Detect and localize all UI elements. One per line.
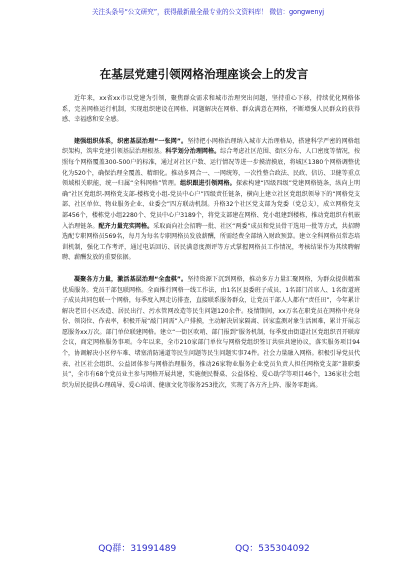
section-forces-heading: 凝聚各方力量，激活基层治理“全盘棋”。 — [74, 275, 188, 283]
qq-group: QQ群：31991489 — [98, 544, 177, 554]
organization-follow-text: 探索构建“四级四级”党建网格链条，纵向上明确“社区党组织-网格党支部-楼栋党小组-党员中心户”四级责任链条，横向上建立社区党组织领导下的“网格党支部、社区单位、物业服务企业、业委会”四方联动机制。升格32个社区党支部为党委（党总支），成立网格党支部456个，楼栋党小组2280个、党员中心户3189个，将党支部建在网格、党小组建到楼栋，推动党组织有机嵌入治理链条。 — [62, 180, 360, 230]
promo-banner: 关注头条号“公文研究”，获得最新最全最专业的公文资料库！ 微信：gongwenyj — [92, 8, 324, 16]
organization-follow-heading: 组织跟进引领网格。 — [180, 180, 236, 188]
staffing-heading: 配齐力量充实网格。 — [98, 222, 154, 230]
section-organization-heading: 建强组织体系，织密基层治理“一张网”。 — [74, 137, 188, 145]
document-body — [62, 94, 360, 391]
intro-paragraph: 近年来，xx省xx市以党建为引领，聚焦群众需求和城市治理突出问题，坚持重心下移，持续优化网格体系，完善网格运行机制，实现组织建设在网格、问题解决在网格、群众满意在网格，不断增强人民群众的获得感、幸福感和安全感。 — [62, 95, 360, 124]
section-forces-text: 坚持资源下沉到网格，推动多方力量汇聚网格，为群众提供精准优质服务。党员干部包联网格。全面推行网格一线工作法，由1名区县委班子成员、1名部门首席人、1名街道班子成员共同包联一个网格，每季度入网走访排查，直接联系服务群众，让党员干部人人都有“责任田”，今年累计解决老旧小区改造、居民出行、污水管网改造等民生问题120余件。疫情期间，xx万名在职党员在网格中亮身份、领岗位、作表率，积极开展“敲门问需”入户排摸，主动解决居家隔离、居家监测对象生活困难，累计开展志愿服务xx万次。部门单位联建网格。建立“一街区吹哨、部门报到”服务机制，每季度由街道社区党组织召开联席会议，商定网格服务事项。今年以来，全市210家部门单位与网格党组织签订共驻共建协议，落实服务项目94个，协调解决小区停车难、堵塞消防通道等民生问题等民生问题实事74件。社会力量融入网格。积极引导党员代表、社区社会组织、公益团体参与网格治理服务，推动26家物业服务企业党员负责人担任网格党支部“兼职委员”，全市有68个党员业主参与网格开展共建，实施便民餐桌、公益体检、爱心助学等项目46个，136家社会组织为居民提供心理疏导、爱心培训、健康文化等服务253批次，实现了各方齐上阵、服务零距离。 — [62, 275, 360, 389]
paragraph-gap — [62, 264, 360, 275]
paragraph-gap — [62, 126, 360, 137]
staffing-text: 采取面向社会招聘一批、社区“两委”成员和党员骨干选用一批等方式，共招聘选配专职网格员569名，每月为每名专职网格员发放薪酬，所需经费全部纳入财政预算。建立全科网格员常态培训机制，强化工作考评，通过电话回访、居民满意度测评等方式掌握网格员工作情况，考核结果作为其续聘解聘、薪酬发放的重要依据。 — [62, 222, 361, 262]
contact-footer — [0, 541, 408, 554]
grid-division-text: 综合考虑社区范围、街区分布、人口密度等情况，按照每个网格覆盖300-500户的标准，通过对社区户数、运行情况等进一步摸清摸底，将城区1380个网格调整优化为520个，确保治理全覆盖、精细化。推动多网合一、一网统筹，一次性整合政法、民政、信访、卫健等重点领域相关职能，统一归属“全科网格”管理。 — [62, 148, 361, 188]
qq-number: QQ：535304092 — [235, 544, 310, 554]
document-title: 在基层党建引领网格治理座谈会上的发言 — [99, 67, 309, 81]
section-organization-paragraph — [62, 137, 360, 264]
section-forces-paragraph — [62, 275, 360, 392]
grid-division-heading: 科学划分治理网格。 — [165, 148, 221, 156]
section-organization-text: 坚持把小网格治理纳入城市大治理格局，搭建科学严密的网格组织架构，筑牢党建引领基层治理根基。 — [62, 137, 360, 156]
